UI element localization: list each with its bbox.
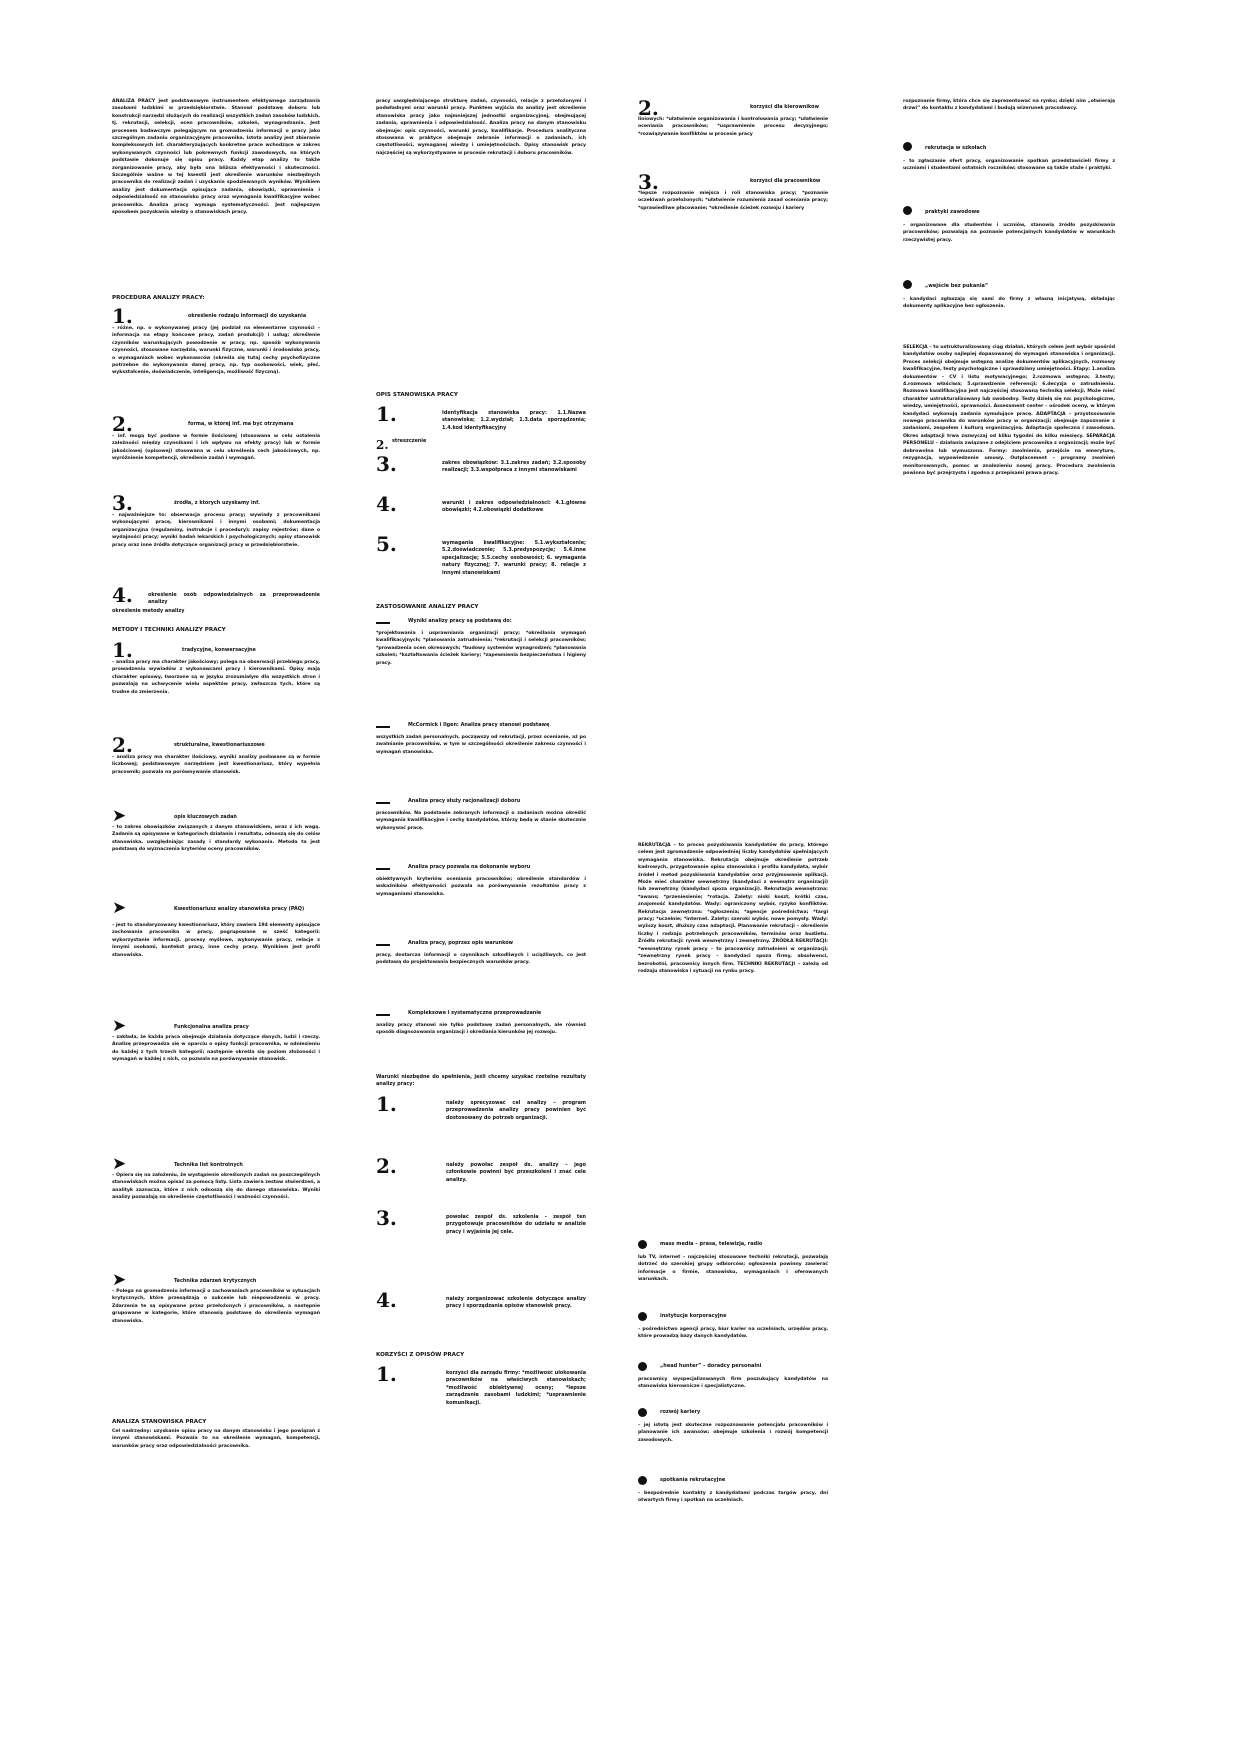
internships-text: – organizowane dla studentów i uczniów, stanowią źródło pozyskiwania pracowników; pozwalają na poznanie potencjalnych kandydatów w warunkach rzeczywistej pracy. — [903, 223, 1115, 243]
technique-1-text: – to zakres obowiązków związanych z danym stanowiskiem, wraz z ich wagą. Zadania są opisywane w kategoriach działania i rezultatu, odnoszą się do celów stanowiska, uwzględniając zasady i standardy wykonania. Metoda ta jest podstawą do wyznaczenia kryteriów oceny pracowników. — [112, 825, 320, 853]
benefit-2-text: liniowych: *ułatwienie organizowania i kontrolowania pracy; *ułatwienie oceniania pracowników; *usprawnienie procesu decyzyjnego; *rozwiązywanie konfliktów w procesie pracy — [638, 117, 828, 137]
application-5-title: Analiza pracy, poprzez opis warunków — [408, 940, 514, 946]
procedure-step-3-text: – najważniejsze to: obserwacja procesu pracy; wywiady z pracownikami wykonującymi pracę, kierownikami i innymi osobami; dokumentacja organizacyjna (regulaminy, instrukcje i procedury); zapisy rejestrów; dane o wydajności pracy; wyniki badań lekarskich i psychologicznych; opisy stanowisk pracy oraz inne źródła dotyczące organizacji pracy w przedsiębiorstwie. — [112, 513, 320, 548]
round-bullet-icon — [638, 1408, 647, 1417]
arrow-bullet-icon: ➤ — [112, 1270, 127, 1290]
benefit-2-number: 2. — [638, 96, 659, 120]
benefit-1-number: 1. — [376, 1362, 397, 1386]
procedure-heading: PROCEDURA ANALIZY PRACY: — [112, 295, 205, 301]
walk-in-text: – kandydaci zgłaszają się sami do firmy z własną inicjatywą, składając dokumenty aplikacyjne bez ogłoszenia. — [903, 297, 1115, 310]
description-item-2-text: streszczenie — [392, 438, 427, 444]
description-item-1-number: 1. — [376, 402, 397, 426]
procedure-step-1-title: określenie rodzaju informacji do uzyskania — [188, 313, 307, 319]
procedure-step-4-text: określenie metody analizy — [112, 608, 185, 614]
technique-3-title: Funkcjonalna analiza pracy — [174, 1024, 249, 1030]
technique-headhunter-title: „head hunter” – doradcy personalni — [660, 1363, 762, 1369]
condition-2-text: należy powołać zespół ds. analizy – jego członkowie powinni być przeszkoleni i znać cele analizy. — [446, 1162, 586, 1183]
technique-3-text: – zakłada, że każda praca obejmuje działania dotyczące danych, ludzi i rzeczy. Analizę przeprowadza się w oparciu o opisy funkcji pracownika, w odniesieniu do każdej z tych trzech kategorii; następnie określa się poziom złożoności i wymagań w każdej z nich, co pozwala na porównywanie stanowisk. — [112, 1035, 320, 1063]
application-1-title: Wyniki analizy pracy są podstawą do: — [408, 618, 512, 624]
technique-2-text: – jest to standaryzowany kwestionariusz, który zawiera 194 elementy opisujące zachowania pracownika w pracy, pogrupowane w sześć kategorii: wykorzystanie informacji, procesy myślowe, wykonywanie pracy, relacje z innymi osobami, kontekst pracy, inne cechy pracy. Wynikiem jest profil stanowiska. — [112, 923, 320, 958]
round-bullet-icon — [638, 1240, 647, 1249]
technique-5-text: – Polega na gromadzeniu informacji o zachowaniach pracowników w sytuacjach krytycznych, które przesądzają o sukcesie lub niepowodzeniu w pracy. Zdarzenia te są opisywane przez przełożonych i pracowników, a następnie grupowane w kategorie, które stanowią podstawę do określenia wymagań stanowiska. — [112, 1289, 320, 1324]
round-bullet-icon — [903, 206, 912, 215]
methods-heading: METODY I TECHNIKI ANALIZY PRACY — [112, 627, 226, 633]
arrow-bullet-icon: ➤ — [112, 1154, 127, 1174]
benefit-3-number: 3. — [638, 170, 659, 194]
dash-bullet-icon — [376, 622, 390, 624]
job-analysis-heading: ANALIZA STANOWISKA PRACY — [112, 1419, 207, 1425]
round-bullet-icon — [638, 1476, 647, 1485]
benefits-heading: KORZYŚCI Z OPISÓW PRACY — [376, 1352, 465, 1358]
technique-meetings-text: – bezpośrednie kontakty z kandydatami podczas targów pracy, dni otwartych firmy i spotkań na uczelniach. — [638, 1491, 828, 1504]
application-4-title: Analiza pracy pozwala na dokonanie wyboru — [408, 864, 531, 870]
column-2-top-paragraph: pracy uwzględniającego strukturę zadań, czynności, relacje z przełożonymi i podwładnymi oraz warunki pracy. Punktem wyjścia do analizy jest określenie stanowiska pracy jako najmniejszej jednostki organizacyjnej, obejmującej zadania, uprawnienia i odpowiedzialność. Analiza pracy na danym stanowisku obejmuje: opis czynności, warunki pracy, kwalifikacje. Procedura analityczna stosowana w praktyce obejmuje zebranie informacji o zadaniach, ich częstotliwości, wymaganej wiedzy i umiejętnościach. Opisy stanowisk pracy najczęściej są wykorzystywane w procesie rekrutacji i doboru pracowników. — [376, 99, 586, 156]
procedure-step-4-number: 4. — [112, 583, 133, 607]
round-bullet-icon — [638, 1362, 647, 1371]
description-item-3-number: 3. — [376, 452, 397, 476]
round-bullet-icon — [903, 280, 912, 289]
procedure-step-2-text: – inf. mogą być podane w formie ilościowej (stosowana w celu ustalenia zależności między czynnikami i ich wpływu na efekty pracy) lub w formie jakościowej (opisowej) stosowana w celu określenia cech jakościowych, np. wyróżnienie kompetencji, określenie zadań i wymagań. — [112, 434, 320, 462]
procedure-step-1-number: 1. — [112, 304, 133, 328]
arrow-bullet-icon: ➤ — [112, 898, 127, 918]
procedure-step-2-number: 2. — [112, 412, 133, 436]
job-description-heading: OPIS STANOWISKA PRACY — [376, 392, 458, 398]
condition-2-number: 2. — [376, 1154, 397, 1178]
condition-1-title: należy sprecyzować cel analizy – program przeprowadzenia analizy pracy powinien być dostosowany do potrzeb organizacji. — [446, 1100, 586, 1121]
application-6-text: analizy pracy stanowi nie tylko podstawę zadań personalnych, ale również sposób diagnozowania organizacji i określania kierunków jej rozwoju. — [376, 1023, 586, 1036]
benefit-3-text: *lepsze rozpoznanie miejsca i roli stanowiska pracy; *poznanie oczekiwań przełożonych; *ułatwienie rozumienia zasad oceniania pracy; *sprawiedliwe płacowanie; *określenie ścieżek rozwoju i kariery — [638, 191, 828, 211]
condition-3-text: powołać zespół ds. szkolenia – zespół ten przygotowuje pracowników do udziału w analizie pracy i wyjaśnia jej cele. — [446, 1214, 586, 1235]
method-2-text: – analiza pracy ma charakter ilościowy, wyniki analizy podawane są w formie liczbowej; podstawowym narzędziem jest kwestionariusz, który wypełnia pracownik; pozwala na porównywanie stanowisk. — [112, 755, 320, 775]
application-5-text: pracy, dostarcza informacji o czynnikach szkodliwych i uciążliwych, co jest podstawą do projektowania bezpiecznych warunków pracy. — [376, 953, 586, 966]
benefit-2-title: korzyści dla kierowników — [750, 104, 819, 110]
column-4-top-paragraph: rozpoznanie firmy, która chce się zaprezentować na rynku; dzięki nim „otwierają drzwi” do kontaktu z kandydatami i budują wizerunek pracodawcy. — [903, 99, 1115, 112]
technique-headhunter-text: pracownicy wyspecjalizowanych firm poszukujący kandydatów na stanowiska kierownicze i specjalistyczne. — [638, 1377, 828, 1390]
job-analysis-text: Cel nadrzędny: uzyskanie opisu pracy na danym stanowisku i jego powiązań z innymi stanowiskami. Pozwala to na określenie wymagań, kompetencji, warunków pracy oraz odpowiedzialności pracownika. — [112, 1429, 320, 1449]
round-bullet-icon — [638, 1312, 647, 1321]
method-1-text: – analiza pracy ma charakter jakościowy; polega na obserwacji przebiegu pracy, prowadzeniu wywiadów z wykonawcami pracy i kierownikami. Opisy mają charakter opisowy, tworzone są w języku zrozumiałym dla wszystkich stron i pozwalają na uchwycenie wielu aspektów pracy, zwłaszcza tych, które są trudne do zmierzenia. — [112, 660, 320, 695]
method-1-title: tradycyjne, konwersacyjne — [182, 647, 256, 653]
dash-bullet-icon — [376, 944, 390, 946]
round-bullet-icon — [903, 142, 912, 151]
school-recruitment-text: – to zgłaszanie ofert pracy, organizowanie spotkań przedstawicieli firmy z uczniami i studentami ostatnich roczników; stosowane są także staże i praktyki. — [903, 159, 1115, 172]
description-item-4-number: 4. — [376, 492, 397, 516]
procedure-step-2-title: forma, w której inf. ma być otrzymana — [188, 421, 294, 427]
technique-2-title: Kwestionariusz analizy stanowiska pracy (PAQ) — [174, 906, 305, 912]
arrow-bullet-icon: ➤ — [112, 1016, 127, 1036]
application-1-text: *projektowania i usprawniania organizacji pracy; *określania wymagań kwalifikacyjnych; *planowania zatrudnienia; *rekrutacji i selekcji pracowników; *prowadzenia ocen okresowych; *budowy systemów wynagrodzeń; *planowania szkoleń; *kształtowania ścieżek kariery; *zapewnienia bezpieczeństwa i higieny pracy. — [376, 631, 586, 666]
technique-career-title: rozwój kariery — [660, 1409, 701, 1415]
procedure-step-4-title: określenie osób odpowiedzialnych za przeprowadzenie analizy — [148, 592, 320, 606]
application-3-text: pracowników. Na podstawie zebranych informacji o zadaniach można określić wymagania kwalifikacyjne i cechy kandydatów, którzy będą w stanie skutecznie wykonywać pracę. — [376, 811, 586, 831]
technique-institutions-title: instytucje korporacyjne — [660, 1313, 727, 1319]
selection-text: SELEKCJA – to ustrukturalizowany ciąg działań, których celem jest wybór spośród kandydatów osoby najlepiej dopasowanej do wymagań stanowiska i organizacji. Proces selekcji obejmuje wstępną analizę dokumentów aplikacyjnych, rozmowy kwalifikacyjne, testy psychologiczne i sprawdziany umiejętności. Etapy: 1.analiza dokumentów – CV i listu motywacyjnego; 2.rozmowa wstępna; 3.testy; 4.rozmowa właściwa; 5.sprawdzenie referencji; 6.decyzja o zatrudnieniu. Rozmowa kwalifikacyjna jest najczęściej stosowaną techniką selekcji. Może mieć charakter ustrukturalizowany lub swobodny. Testy dzielą się na: psychologiczne, wiedzy, umiejętności, sprawności. Assessment center – ośrodek oceny, w którym kandydaci wykonują zadania symulujące pracę. ADAPTACJA – przystosowanie nowego pracownika do warunków pracy w organizacji; obejmuje zapoznanie z zadaniami, zespołem i kulturą organizacyjną. Adaptacja społeczna i zawodowa. Okres adaptacji trwa zazwyczaj od kilku tygodni do kilku miesięcy. SEPARACJA PERSONELU – działania związane z odejściem pracownika z organizacji; może być dobrowolna lub wymuszona. Formy: zwolnienia, przejście na emeryturę, rezygnacja, wypowiedzenie umowy. Outplacement – programy zwolnień monitorowanych, pomoc w znalezieniu nowej pracy. Procedura zwolnienia powinna być przejrzysta i zgodna z przepisami prawa pracy. — [903, 345, 1115, 476]
dash-bullet-icon — [376, 1014, 390, 1016]
application-4-text: obiektywnych kryteriów oceniania pracowników; określenie standardów i wskaźników efektywności pozwala na porównywanie rezultatów pracy z wymaganiami stanowiska. — [376, 877, 586, 897]
technique-5-title: Technika zdarzeń krytycznych — [174, 1278, 257, 1284]
description-item-5-number: 5. — [376, 532, 397, 556]
description-item-3-text: zakres obowiązków: 3.1.zakres zadań; 3.2.sposoby realizacji; 3.3.współpraca z innymi stanowiskami — [442, 460, 586, 474]
description-item-5-text: wymagania kwalifikacyjne: 5.1.wykształcenie; 5.2.doświadczenie; 5.3.predyspozycje; 5.4.inne specjalizacje; 5.5.cechy osobowości; 6. wymagania natury fizycznej; 7. warunki pracy; 8. relacje z innymi stanowiskami — [442, 540, 586, 576]
procedure-step-3-number: 3. — [112, 491, 133, 515]
arrow-bullet-icon: ➤ — [112, 806, 127, 826]
technique-1-title: opis kluczowych zadań — [174, 814, 237, 820]
method-2-title: strukturalne, kwestionariuszowe — [174, 742, 265, 748]
conditions-heading: Warunki niezbędne do spełnienia, jeśli chcemy uzyskać rzetelne rezultaty analizy pracy: — [376, 1074, 586, 1088]
technique-4-text: – Opiera się na założeniu, że wystąpienie określonych zadań na poszczególnych stanowiskach można opisać za pomocą listy. Lista zawiera zestaw stwierdzeń, a analityk zaznacza, które z nich odnoszą się do danego stanowiska. Wyniki analizy pozwalają na określenie częstotliwości i ważności czynności. — [112, 1173, 320, 1201]
school-recruitment-title: rekrutacja w szkołach — [925, 145, 987, 151]
application-3-title: Analiza pracy służy racjonalizacji doboru — [408, 798, 521, 804]
applications-heading: ZASTOSOWANIE ANALIZY PRACY — [376, 604, 479, 610]
condition-4-text: należy zorganizować szkolenie dotyczące analizy pracy i sporządzania opisów stanowisk pracy. — [446, 1296, 586, 1310]
condition-3-number: 3. — [376, 1206, 397, 1230]
technique-career-text: – jej istotą jest skuteczne rozpoznawanie potencjału pracowników i planowanie ich awansów; obejmuje szkolenia i rozwój kompetencji zawodowych. — [638, 1423, 828, 1443]
intro-paragraph: ANALIZA PRACY jest podstawowym instrumentem efektywnego zarządzania zasobami ludzkimi w przedsiębiorstwie. Stanowi podstawę doboru lub konstrukcji narzędzi służących do realizacji wszystkich zadań zasobów ludzkich, tj. rekrutacji, selekcji, ocen pracowników, szkoleń, wynagradzania. Jest procesem badawczym polegającym na gromadzeniu informacji o pracy jako szczególnym zadaniu organizacyjnym pracownika. Istota analizy jest zbieranie kompleksowych inf. charakteryzujących konkretne prace wchodzące w zakres wykonywanych czynności lub pokrewnych funkcji zawodowych, na których podstawie dokonuje się opisu pracy. Każdy etap analizy to także zorganizowanie pracy, aby była ona bliższa efektywności i skuteczności. Szczególnie ważne w tej kwestii jest określenie warunków niezbędnych pracownika do realizacji zadań i uzyskania spodziewanych wyników. Wynikiem analizy jest dokumentacja opisująca zadania, obowiązki, uprawnienia i odpowiedzialność na stanowisku pracy oraz wymagania kwalifikacyjne wobec pracownika. Analiza pracy wymaga systematyczności. Jest najlepszym sposobem pozyskania wiedzy o stanowiskach pracy. — [112, 99, 320, 216]
benefit-1-text: korzyści dla zarządu firmy: *możliwość ulokowania pracowników na właściwych stanowiskach; *możliwość obiektywnej oceny; *lepsze zarządzanie zasobami ludzkimi; *usprawnienie komunikacji. — [446, 1370, 586, 1406]
technique-mass-media-text: lub TV, internet – najczęściej stosowane techniki rekrutacji, pozwalają dotrzeć do szerokiej grupy odbiorców; ogłoszenia powinny zawierać informacje o firmie, stanowisku, wymaganiach i oferowanych warunkach. — [638, 1255, 828, 1283]
application-2-title: McCormick i Ilgen: Analiza pracy stanowi podstawę — [408, 722, 550, 728]
procedure-step-3-title: źródła, z których uzyskamy inf. — [174, 500, 260, 506]
procedure-step-1-text: – różne, np. o wykonywanej pracy (jej podział na elementarne czynności – informacja na etapy końcowe pracy, zadań produkcji) i usług; określenie czynników warunkujących powodzenie w pracy, np. sposób wykonywania czynności, stosowane narzędzia, warunki fizyczne, warunki i środowisko pracy, o wymaganiach wobec wykonawców (określa się tutaj cechy psychofizyczne potrzebne do wykonywania danej pracy, np. typ osobowości, wiek, płeć, wykształcenie, doświadczenie, inteligencja, możliwość fizyczną). — [112, 326, 320, 376]
application-6-title: Kompleksowe i systematyczne przeprowadzanie — [408, 1010, 542, 1016]
technique-mass-media-title: mass media – prasa, telewizja, radio — [660, 1241, 763, 1247]
recruitment-text: REKRUTACJA – to proces pozyskiwania kandydatów do pracy, którego celem jest zgromadzenie odpowiedniej liczby kandydatów spełniających wymagania stanowiska. Rekrutacja obejmuje określenie potrzeb kadrowych, przygotowanie opisu stanowiska i profilu kandydata, wybór źródeł i metod pozyskiwania kandydatów oraz przyjmowanie aplikacji. Może mieć charakter wewnętrzny (kandydaci z wewnątrz organizacji) lub zewnętrzny (kandydaci spoza organizacji). Rekrutacja wewnętrzna: *awans; *przeniesienie; *rotacja. Zalety: niski koszt, krótki czas, znajomość kandydatów. Wady: ograniczony wybór, ryzyko konfliktów. Rekrutacja zewnętrzna: *ogłoszenia; *agencje pośrednictwa; *targi pracy; *uczelnie; *internet. Zalety: szeroki wybór, nowe pomysły. Wady: wyższy koszt, dłuższy czas adaptacji. Planowanie rekrutacji – określenie liczby i rodzaju potrzebnych pracowników, terminów oraz budżetu. Źródła rekrutacji: rynek wewnętrzny i zewnętrzny. ŹRÓDŁA REKRUTACJI: *wewnętrzny rynek pracy – to pracownicy zatrudnieni w organizacji; *zewnętrzny rynek pracy – kandydaci spoza firmy, absolwenci, bezrobotni, pracownicy innych firm. TECHNIKI REKRUTACJI – zależą od rodzaju stanowiska i sytuacji na rynku pracy. — [638, 843, 828, 974]
condition-1-number: 1. — [376, 1092, 397, 1116]
walk-in-title: „wejście bez pukania” — [925, 283, 989, 289]
description-item-1-text: Identyfikacja stanowiska pracy: 1.1.Nazwa stanowiska; 1.2.wydział; 1.3.data sporządzenia; 1.4.kod identyfikacyjny — [442, 410, 586, 431]
technique-institutions-text: – pośrednictwo agencji pracy, biur karier na uczelniach, urzędów pracy, które prowadzą bazy danych kandydatów. — [638, 1327, 828, 1340]
method-1-number: 1. — [112, 638, 133, 662]
application-2-text: wszystkich zadań personalnych, począwszy od rekrutacji, przez ocenianie, aż po zwalnianie pracowników, w tym w szczególności określenie zakresu czynności i wymagań stanowiska. — [376, 735, 586, 755]
description-item-4-text: warunki i zakres odpowiedzialności: 4.1.główne obowiązki; 4.2.obowiązki dodatkowe — [442, 500, 586, 514]
technique-meetings-title: spotkania rekrutacyjne — [660, 1477, 726, 1483]
condition-4-number: 4. — [376, 1288, 397, 1312]
dash-bullet-icon — [376, 868, 390, 870]
method-2-number: 2. — [112, 733, 133, 757]
description-item-2-number: 2. — [376, 438, 389, 452]
dash-bullet-icon — [376, 726, 390, 728]
technique-4-title: Technika list kontrolnych — [174, 1162, 243, 1168]
internships-title: praktyki zawodowe — [925, 209, 980, 215]
dash-bullet-icon — [376, 802, 390, 804]
benefit-3-title: korzyści dla pracowników — [750, 178, 821, 184]
